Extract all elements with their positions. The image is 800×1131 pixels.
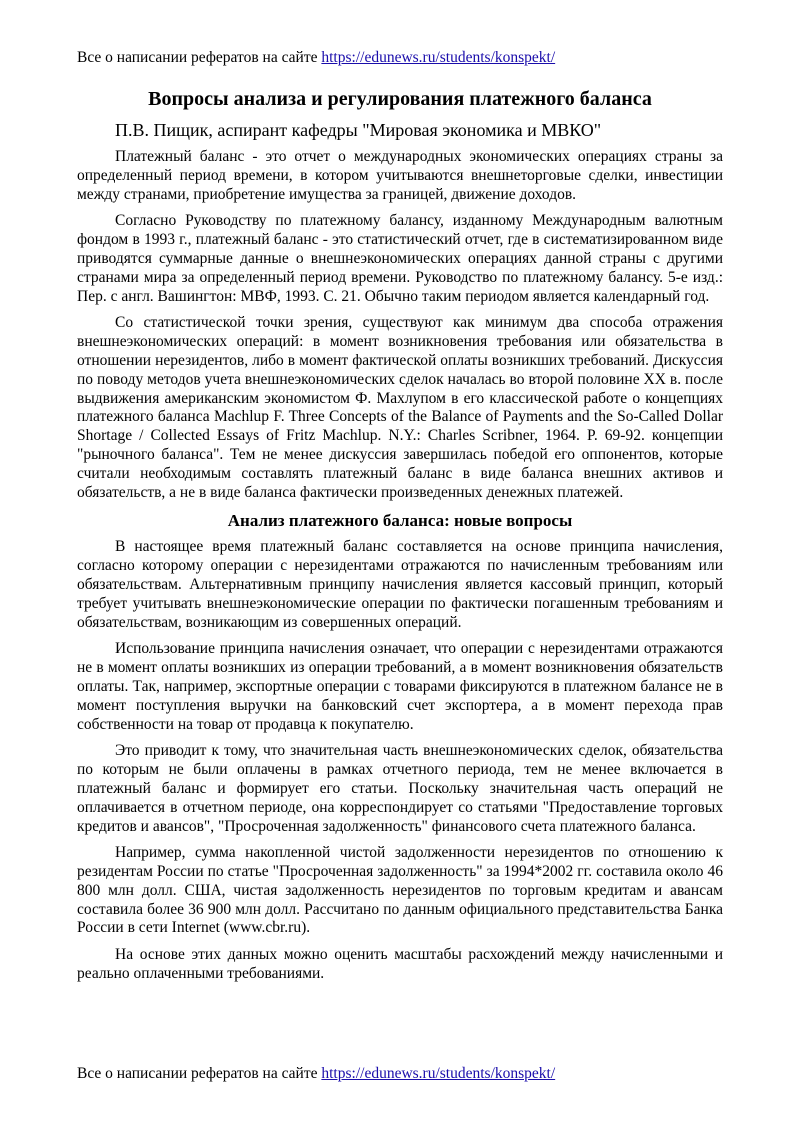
paragraph: Со статистической точки зрения, существуют как минимум два способа отражения внешнеэкономических операций: в момент возникновения требования или обязательства в отношении нерезидентов, либо в момент фактической оплаты возникших требований. Дискуссия по поводу методов учета внешнеэкономических сделок началась во второй половине XX в. после выдвижения американским экономистом Ф. Махлупом в его классической работе о концепциях платежного баланса Machlup F. Three Concepts of the Balance of Payments and the So-Called Dollar Shortage / Collected Essays of Fritz Machlup. N.Y.: Charles Scribner, 1964. P. 69-92. концепции "рыночного баланса". Тем не менее дискуссия завершилась победой его оппонентов, которые считали необходимым составлять платежный баланс в виде баланса внешних активов и обязательств, а не в виде баланса фактически произведенных денежных платежей. — [77, 314, 723, 501]
section-heading: Анализ платежного баланса: новые вопросы — [227, 511, 573, 531]
document-title: Вопросы анализа и регулирования платежного баланса — [148, 88, 652, 110]
page-header — [77, 48, 723, 68]
paragraph: Согласно Руководству по платежному балансу, изданному Международным валютным фондом в 1993 г., платежный баланс - это статистический отчет, где в систематизированном виде приводятся суммарные данные о внешнеэкономических операциях данной страны с другими странами мира за определенный период времени. Руководство по платежному балансу. 5-е изд.: Пер. с англ. Вашингтон: МВФ, 1993. С. 21. Обычно таким периодом является календарный год. — [77, 212, 723, 305]
footer-text: Все о написании рефератов на сайте — [77, 1065, 322, 1082]
paragraph: В настоящее время платежный баланс составляется на основе принципа начисления, согласно которому операции с нерезидентами отражаются по начисленным требованиям или обязательствам. Альтернативным принципу начисления является кассовый принцип, который требует учитывать внешнеэкономические операции по фактически погашенным требованиям и обязательствам, возникающим из совершенных операций. — [77, 538, 723, 631]
paragraph: Например, сумма накопленной чистой задолженности нерезидентов по отношению к резидентам России по статье "Просроченная задолженность" за 1994*2002 гг. составила около 46 800 млн долл. США, чистая задолженность нерезидентов по торговым кредитам и авансам составила более 36 900 млн долл. Рассчитано по данным официального представительства Банка России в сети Internet (www.cbr.ru). — [77, 844, 723, 937]
paragraph: Платежный баланс - это отчет о международных экономических операциях страны за определенный период времени, в котором учитываются внешнеторговые сделки, инвестиции между странами, приобретение имущества за границей, движение доходов. — [77, 148, 723, 203]
page-footer — [77, 1064, 723, 1084]
document-body — [77, 86, 723, 992]
paragraph: На основе этих данных можно оценить масштабы расхождений между начисленными и реально оплаченными требованиями. — [77, 946, 723, 983]
author-line: П.В. Пищик, аспирант кафедры "Мировая экономика и МВКО" — [115, 120, 602, 140]
footer-site-link[interactable]: https://edunews.ru/students/konspekt/ — [321, 1065, 556, 1082]
header-site-link[interactable]: https://edunews.ru/students/konspekt/ — [321, 49, 556, 66]
header-text: Все о написании рефератов на сайте — [77, 49, 322, 66]
paragraph: Использование принципа начисления означает, что операции с нерезидентами отражаются не в момент оплаты возникших из операции требований, а в момент возникновения обязательств оплаты. Так, например, экспортные операции с товарами фиксируются в платежном балансе не в момент поступления выручки на банковский счет экспортера, а в момент перехода прав собственности на товар от продавца к покупателю. — [77, 640, 723, 733]
paragraph: Это приводит к тому, что значительная часть внешнеэкономических сделок, обязательства по которым не были оплачены в рамках отчетного периода, тем не менее включается в платежный баланс и формирует его статьи. Поскольку значительная часть операций не оплачивается в отчетном периоде, она корреспондирует со статьями "Предоставление торговых кредитов и авансов", "Просроченная задолженность" финансового счета платежного баланса. — [77, 742, 723, 835]
